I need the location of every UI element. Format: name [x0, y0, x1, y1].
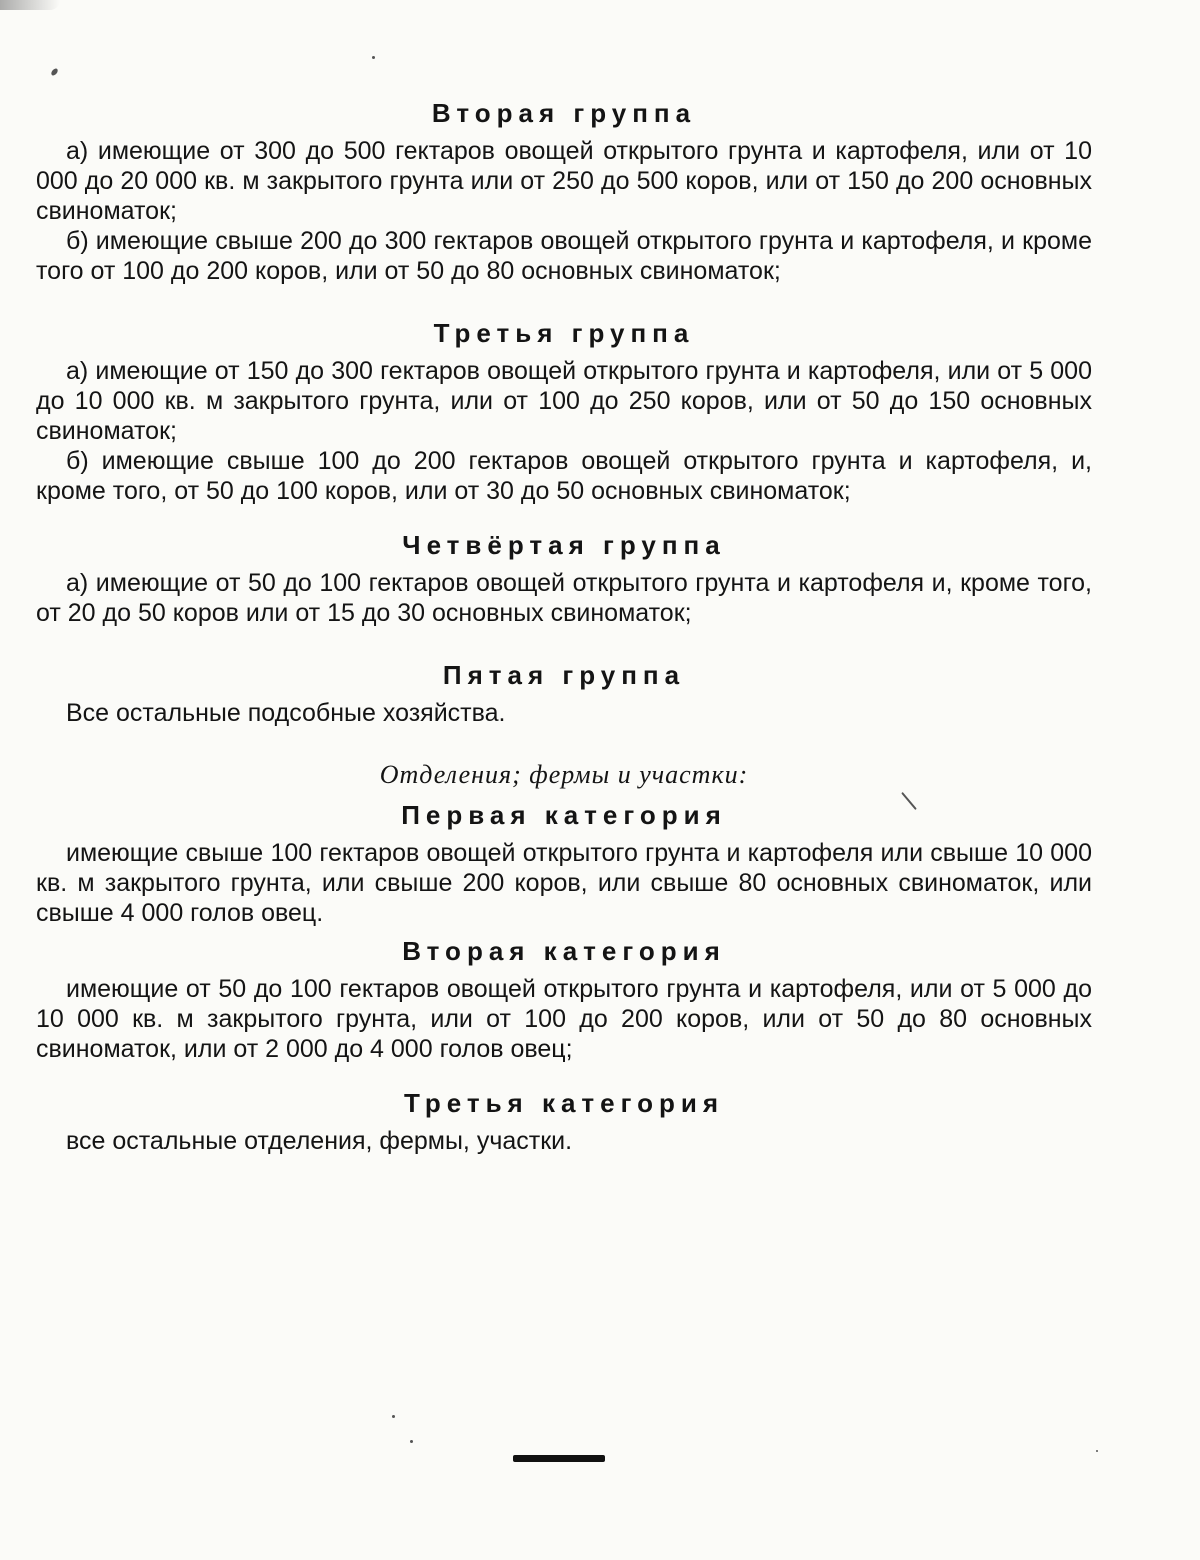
category-3-text: все остальные отделения, фермы, участки. — [66, 1127, 573, 1155]
group-2-item-a: а) имеющие от 300 до 500 гектаров овощей открытого грунта и картофеля, или от 10 000 до 20 000 кв. м закрытого грунта или от 250 до 500 коров, или от 150 до 200 основных свиноматок; — [36, 137, 1092, 225]
scan-edge-mark — [0, 0, 60, 10]
category-2-text: имеющие от 50 до 100 гектаров овощей открытого грунта и картофеля, или от 5 000 до 10 000 кв. м закрытого грунта, или от 100 до 200 коров, или от 50 до 80 основных свиноматок, или от 2 000 до 4 000 голов овец; — [36, 975, 1092, 1063]
closing-rule — [513, 1455, 605, 1462]
group-4-item-a: а) имеющие от 50 до 100 гектаров овощей открытого грунта и картофеля и, кроме того, от 20 до 50 коров или от 15 до 30 основных свиноматок; — [36, 569, 1092, 627]
category-1-text: имеющие свыше 100 гектаров овощей открытого грунта и картофеля или свыше 10 000 кв. м закрытого грунта, или свыше 200 коров, или свыше 80 основных свиноматок, или свыше 4 000 голов овец. — [36, 839, 1092, 927]
heading-group-4: Четвёртая группа — [402, 530, 726, 560]
subheading-departments: Отделения; фермы и участки: — [379, 760, 749, 789]
heading-group-5: Пятая группа — [442, 660, 686, 690]
heading-category-1: Первая категория — [401, 800, 727, 830]
scan-speck — [410, 1440, 413, 1443]
group-2-item-b: б) имеющие свыше 200 до 300 гектаров овощей открытого грунта и картофеля, и кроме того от 100 до 200 коров, или от 50 до 80 основных свиноматок; — [36, 227, 1092, 285]
heading-category-2: Вторая категория — [402, 936, 726, 966]
group-5-text: Все остальные подсобные хозяйства. — [66, 699, 506, 727]
scan-speck — [50, 67, 59, 76]
group-3-item-a: а) имеющие от 150 до 300 гектаров овощей открытого грунта и картофеля, или от 5 000 до 10 000 кв. м закрытого грунта, или от 100 до 250 коров, или от 50 до 150 основных свиноматок; — [36, 357, 1092, 445]
scan-speck — [372, 56, 375, 59]
document-page — [36, 96, 1092, 1156]
scan-speck — [1096, 1450, 1098, 1452]
heading-group-3: Третья группа — [433, 318, 695, 348]
heading-group-2: Вторая группа — [431, 98, 697, 128]
heading-category-3: Третья категория — [403, 1088, 725, 1118]
group-3-item-b: б) имеющие свыше 100 до 200 гектаров овощей открытого грунта и картофеля, и, кроме того, от 50 до 100 коров, или от 30 до 50 основных свиноматок; — [36, 447, 1092, 505]
scan-speck — [392, 1415, 395, 1418]
